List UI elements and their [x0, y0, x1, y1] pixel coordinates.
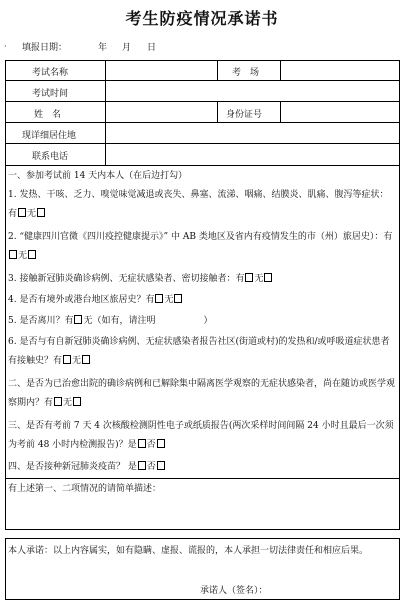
column-divider	[280, 60, 281, 80]
intro-line: 一、参加考试前 14 天内本人（在后边打勾）	[8, 171, 188, 181]
section-2-none: 无	[63, 398, 73, 408]
column-divider	[280, 101, 281, 122]
fill-date-month: 月	[122, 43, 132, 53]
question-6	[8, 333, 396, 371]
checkbox-no[interactable]	[73, 397, 81, 406]
column-divider	[105, 60, 106, 165]
venue-label: 考 场	[232, 68, 260, 78]
section-4	[8, 458, 396, 477]
name-label: 姓 名	[34, 110, 62, 120]
question-1	[8, 186, 396, 224]
document-title: 考生防疫情况承诺书	[125, 9, 279, 28]
question-6-text: 6. 是否与有自新冠肺炎确诊病例、无症状感染者报告社区(街道或村)的发热和/或呼吸道症状患者有接触史？有	[8, 337, 390, 366]
checkbox-no[interactable]	[157, 461, 165, 470]
section-3-none: 否	[146, 440, 156, 450]
question-3-text: 3. 接触新冠肺炎确诊病例、无症状感染者、密切接触者：有	[8, 274, 245, 284]
section-3	[8, 417, 396, 455]
checkbox-yes[interactable]	[138, 461, 146, 470]
question-1-text: 1. 发热、干咳、乏力、嗅觉味觉减退或丧失、鼻塞、流涕、咽痛、结膜炎、肌痛、腹泻等症状：有	[8, 190, 389, 219]
section-4-none: 否	[146, 462, 156, 472]
checkbox-no[interactable]	[174, 294, 182, 303]
row-divider	[5, 122, 400, 123]
question-5	[8, 312, 396, 331]
question-2-none: 无	[18, 251, 28, 261]
row-divider	[5, 478, 400, 479]
checkbox-no[interactable]	[157, 439, 165, 448]
question-5-none: 无（如有，请注明	[83, 316, 156, 326]
checkbox-yes[interactable]	[18, 208, 26, 217]
checkbox-no[interactable]	[37, 208, 45, 217]
checkbox-yes[interactable]	[138, 439, 146, 448]
checkbox-yes[interactable]	[74, 315, 82, 324]
checkbox-no[interactable]	[82, 355, 90, 364]
checkbox-no[interactable]	[264, 273, 272, 282]
question-3-none: 无	[254, 274, 264, 284]
section-2	[8, 375, 396, 413]
fill-date-label: 填报日期：	[22, 43, 68, 53]
question-4-text: 4. 是否有境外或港台地区旅居史？有	[8, 295, 155, 305]
address-label: 现详细居住地	[22, 131, 77, 141]
fill-date-year: 年	[98, 43, 108, 53]
checkbox-yes[interactable]	[63, 355, 71, 364]
phone-label: 联系电话	[32, 152, 69, 162]
row-divider	[5, 101, 400, 102]
checkbox-yes[interactable]	[54, 397, 62, 406]
row-divider	[5, 80, 400, 81]
question-1-none: 无	[27, 209, 37, 219]
question-6-none: 无	[72, 356, 82, 366]
checkbox-yes[interactable]	[155, 294, 163, 303]
id-number-label: 身份证号	[226, 110, 263, 120]
signature-label: 承诺人（签名）：	[200, 586, 268, 596]
row-divider	[5, 143, 400, 144]
question-3	[8, 270, 396, 289]
exam-time-label: 考试时间	[32, 89, 69, 99]
promise-text: 本人承诺：以上内容属实，如有隐瞒、虚报、谎报的，本人承担一切法律责任和相应后果。	[8, 546, 369, 556]
checkbox-no[interactable]	[28, 250, 36, 259]
fill-date-day: 日	[147, 43, 157, 53]
section-4-text: 四、是否接种新冠肺炎疫苗？ 是	[8, 462, 137, 472]
checkbox-yes[interactable]	[9, 250, 17, 259]
question-2-text: 2. “健康四川官微《四川疫控健康提示》” 中 AB 类地区及省内有疫情发生的市（州）旅居史）：有	[8, 232, 393, 242]
section-3-text: 三、是否有考前 7 天 4 次核酸检测阴性电子或纸质报告(两次采样时间间隔 24 小时且最后一次须为考前 48 小时内检测报告)？是	[8, 421, 394, 450]
question-5-text: 5. 是否离川？有	[8, 316, 74, 326]
corner-mark: ·	[4, 42, 7, 51]
section-2-text: 二、是否为已治愈出院的确诊病例和已解除集中隔离医学观察的无症状感染者，尚在随访或医学观察期内？有	[8, 379, 396, 408]
question-4-none: 无	[164, 295, 174, 305]
column-divider	[217, 101, 218, 122]
question-2	[8, 228, 396, 266]
question-4	[8, 291, 396, 310]
row-divider	[5, 165, 400, 166]
question-5-end: ）	[203, 316, 213, 326]
checkbox-yes[interactable]	[245, 273, 253, 282]
describe-prompt: 有上述第一、二项情况的请简单描述：	[8, 484, 162, 494]
column-divider	[217, 60, 218, 80]
exam-name-label: 考试名称	[32, 68, 69, 78]
